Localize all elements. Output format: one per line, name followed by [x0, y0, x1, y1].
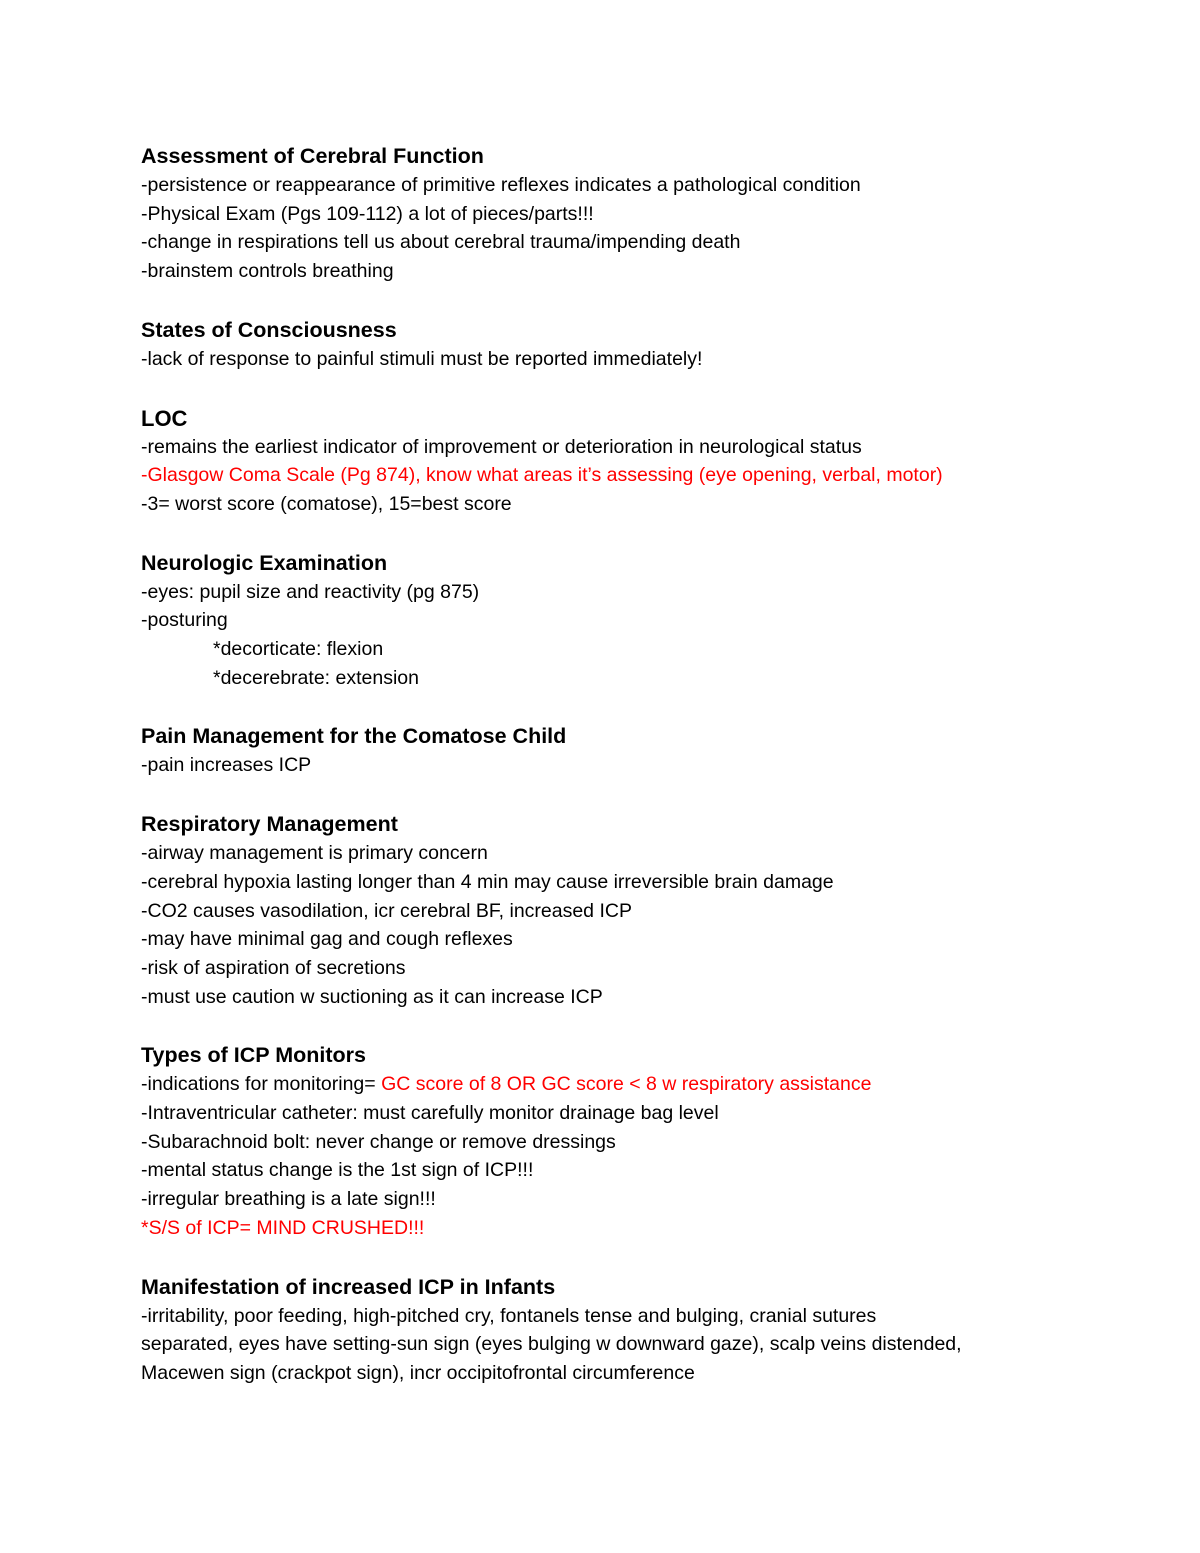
text-line: -mental status change is the 1st sign of ICP!!!	[141, 1159, 534, 1182]
heading-respiratory-management: Respiratory Management	[141, 812, 398, 837]
text-line: -Physical Exam (Pgs 109-112) a lot of pieces/parts!!!	[141, 202, 594, 225]
text-line: Macewen sign (crackpot sign), incr occipitofrontal circumference	[141, 1361, 695, 1384]
text-line: -may have minimal gag and cough reflexes	[141, 928, 513, 951]
heading-infant-icp: Manifestation of increased ICP in Infants	[141, 1274, 556, 1299]
heading-loc: LOC	[141, 405, 188, 431]
text-line: -cerebral hypoxia lasting longer than 4 min may cause irreversible brain damage	[141, 870, 834, 893]
text-line: -CO2 causes vasodilation, icr cerebral BF, increased ICP	[141, 899, 632, 922]
section-states-of-consciousness	[141, 316, 1071, 374]
text-line: -change in respirations tell us about cerebral trauma/impending death	[141, 231, 741, 254]
text-line-highlighted: *S/S of ICP= MIND CRUSHED!!!	[141, 1216, 425, 1239]
text-line: -Subarachnoid bolt: never change or remove dressings	[141, 1130, 616, 1153]
heading-states-of-consciousness: States of Consciousness	[141, 317, 397, 342]
text-line: -irritability, poor feeding, high-pitched cry, fontanels tense and bulging, cranial sutures	[141, 1304, 877, 1327]
text-line: -eyes: pupil size and reactivity (pg 875)	[141, 580, 480, 603]
heading-pain-management: Pain Management for the Comatose Child	[141, 724, 567, 749]
section-pain-management	[141, 722, 1071, 780]
document-page	[141, 142, 1071, 1418]
indications-highlight: GC score of 8 OR GC score < 8 w respiratory assistance	[381, 1073, 872, 1096]
heading-cerebral-function: Assessment of Cerebral Function	[141, 144, 484, 168]
text-line: -Intraventricular catheter: must carefully monitor drainage bag level	[141, 1102, 719, 1125]
text-line: -must use caution w suctioning as it can increase ICP	[141, 985, 603, 1008]
indications-label: -indications for monitoring=	[141, 1073, 382, 1096]
text-line: -remains the earliest indicator of improvement or deterioration in neurological status	[141, 435, 862, 458]
section-loc	[141, 404, 1071, 519]
text-line: -3= worst score (comatose), 15=best score	[141, 492, 512, 515]
text-line: -lack of response to painful stimuli must be reported immediately!	[141, 347, 703, 370]
text-line: -airway management is primary concern	[141, 842, 488, 865]
section-icp-monitors	[141, 1041, 1071, 1242]
text-line-highlighted: -Glasgow Coma Scale (Pg 874), know what areas it’s assessing (eye opening, verbal, motor)	[141, 464, 943, 487]
section-infant-icp	[141, 1273, 1071, 1388]
heading-icp-monitors: Types of ICP Monitors	[141, 1043, 366, 1068]
section-cerebral-function	[141, 142, 1071, 286]
text-line: -pain increases ICP	[141, 754, 312, 777]
text-line-indications	[141, 1070, 1071, 1099]
text-line-indented: *decerebrate: extension	[213, 666, 419, 689]
text-line: -irregular breathing is a late sign!!!	[141, 1188, 436, 1211]
section-respiratory-management	[141, 810, 1071, 1011]
text-line: -posturing	[141, 609, 228, 632]
text-line: -persistence or reappearance of primitive reflexes indicates a pathological condition	[141, 174, 861, 196]
text-line: -brainstem controls breathing	[141, 260, 394, 283]
text-line-indented: *decorticate: flexion	[213, 638, 384, 661]
section-neurologic-examination	[141, 549, 1071, 693]
heading-neurologic-examination: Neurologic Examination	[141, 550, 388, 575]
text-line: -risk of aspiration of secretions	[141, 956, 406, 979]
text-line: separated, eyes have setting-sun sign (eyes bulging w downward gaze), scalp veins distended,	[141, 1333, 962, 1356]
